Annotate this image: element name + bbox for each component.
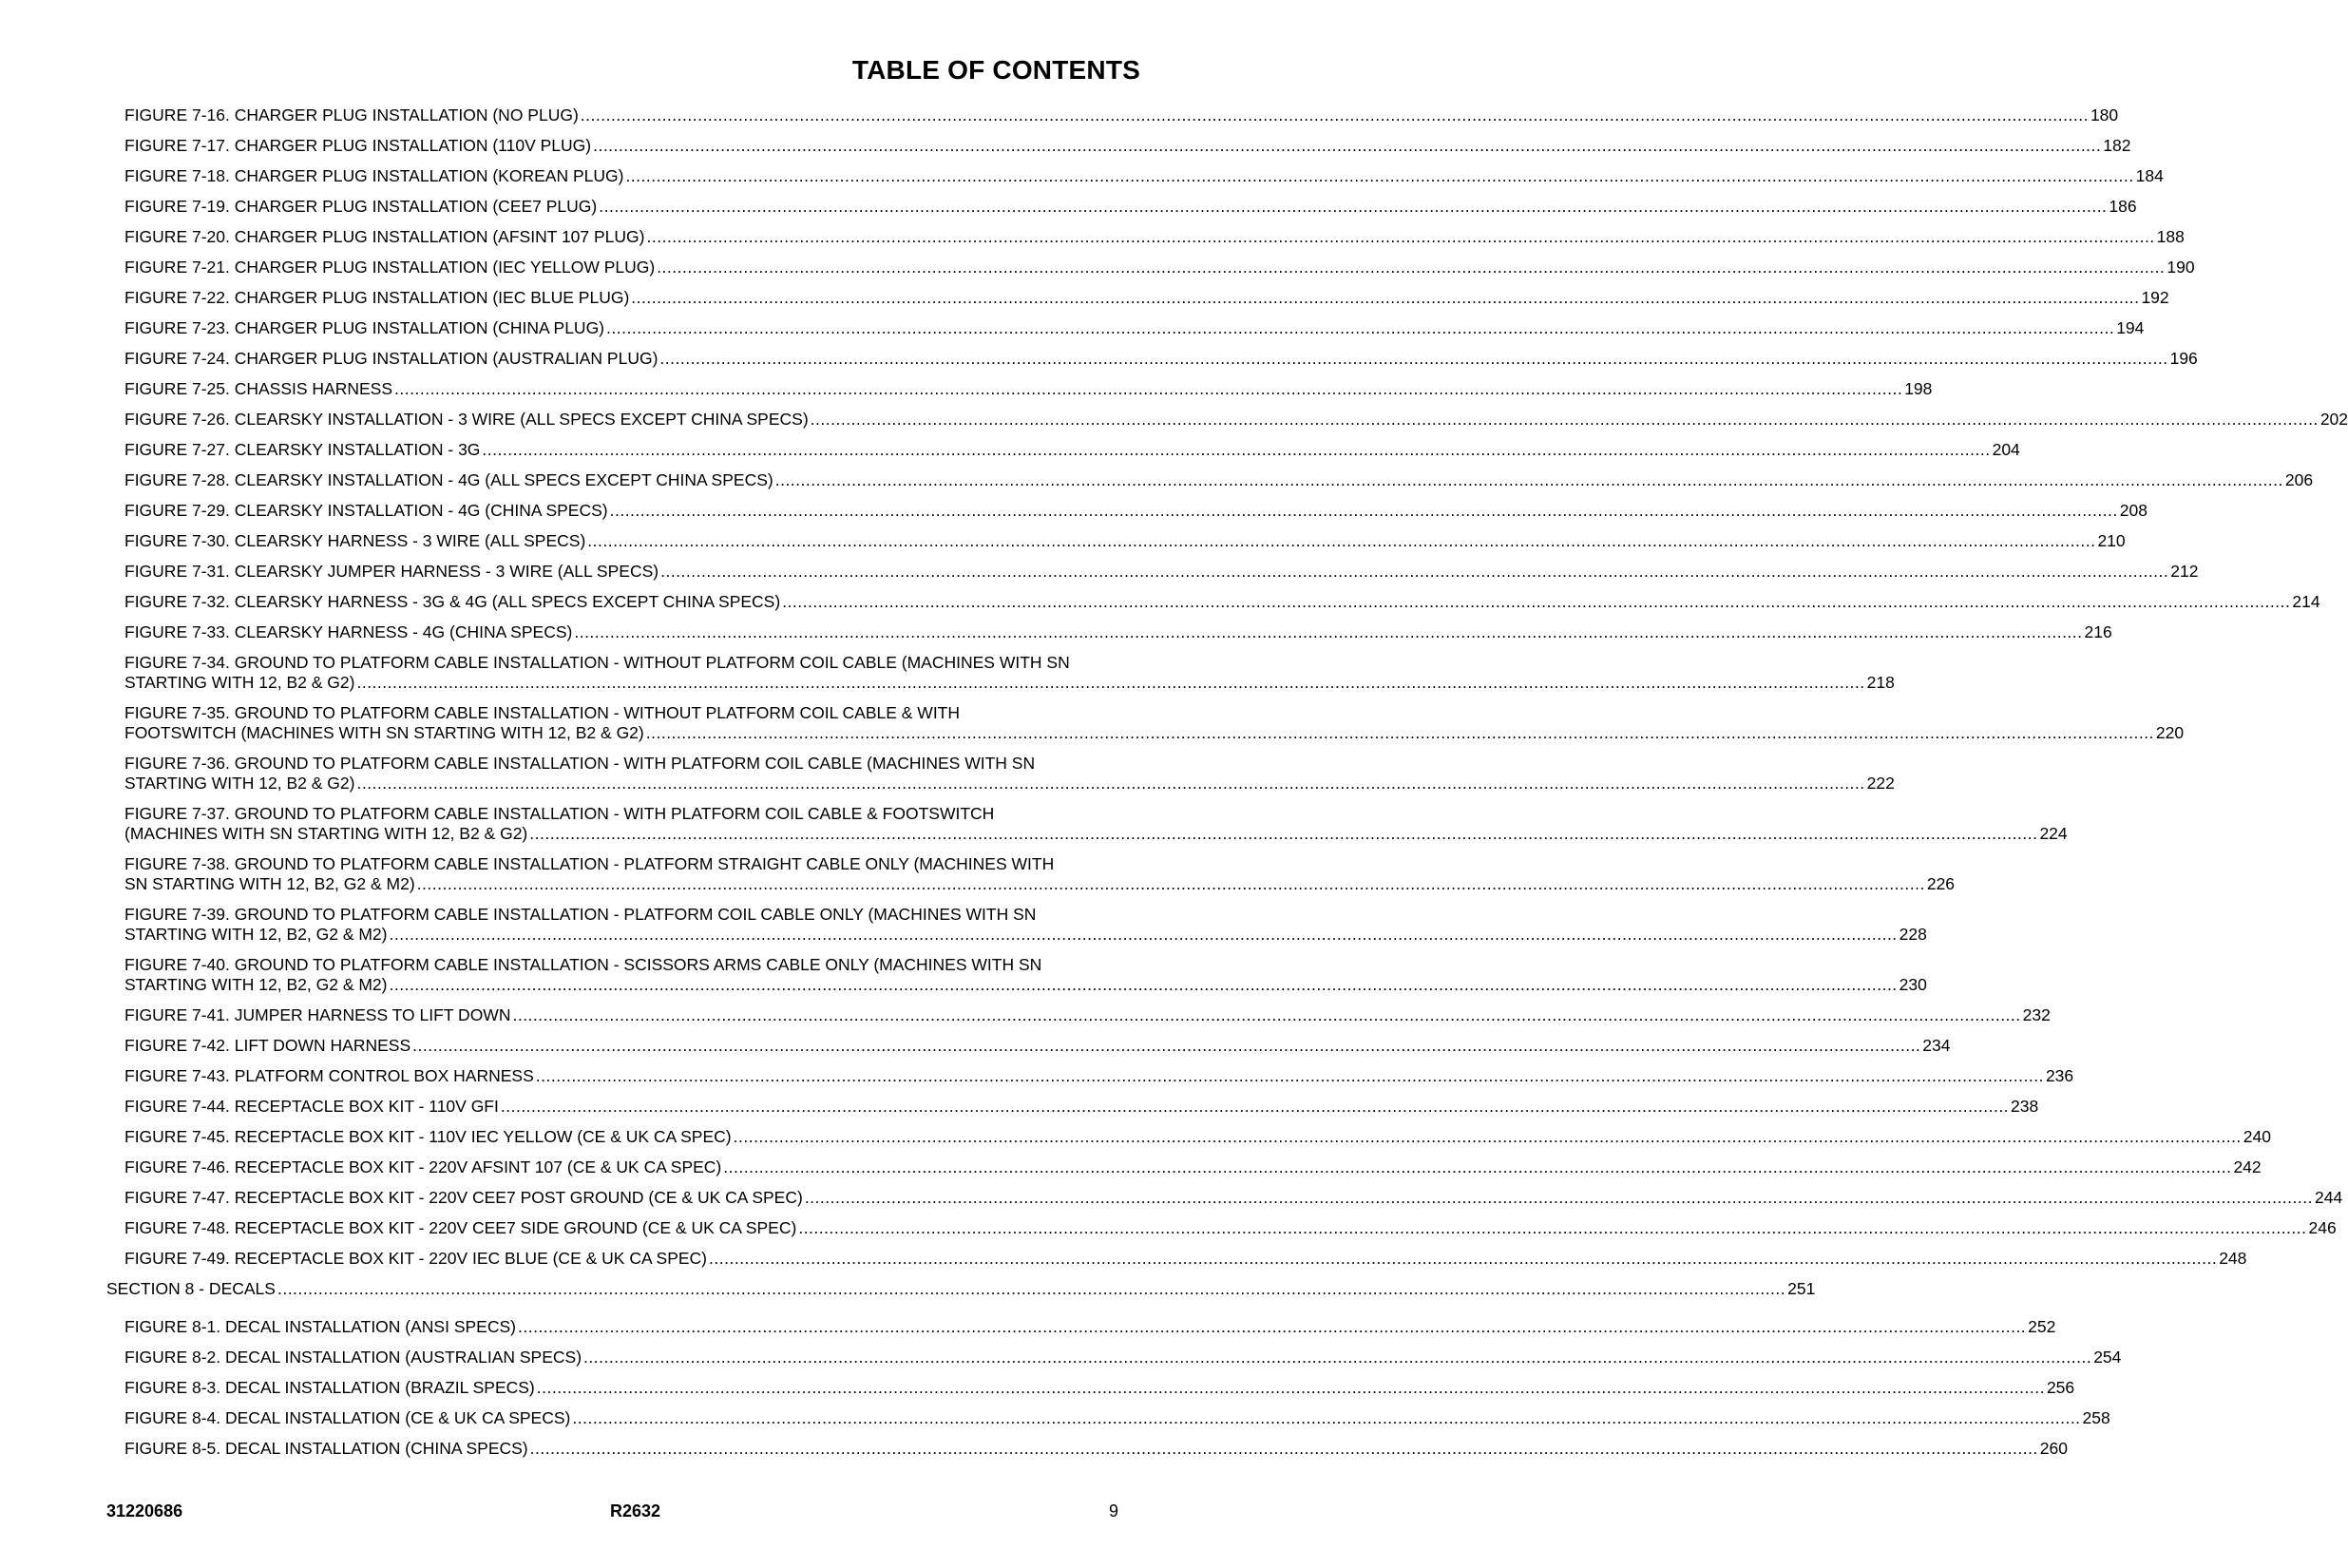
toc-entry-label: FIGURE 7-27. CLEARSKY INSTALLATION - 3G [124,440,481,459]
toc-entry-label: FIGURE 7-19. CHARGER PLUG INSTALLATION (CEE7 PLUG) [124,197,598,216]
toc-entry-label: FIGURE 7-33. CLEARSKY HARNESS - 4G (CHINA SPECS) [124,622,573,641]
toc-entry-page-number: 260 [2039,1439,2068,1458]
toc-entry-label: FIGURE 7-26. CLEARSKY INSTALLATION - 3 WIRE (ALL SPECS EXCEPT CHINA SPECS) [124,410,809,429]
toc-figure-entry[interactable] [106,1127,2271,1147]
dot-leader [536,1066,2044,1086]
toc-entry-page-number: 198 [1904,379,1933,398]
toc-entry-row [124,105,2119,125]
toc-entry-label: FIGURE 7-23. CHARGER PLUG INSTALLATION (CHINA PLUG) [124,318,605,337]
toc-entry-row [124,874,1956,894]
page-title: TABLE OF CONTENTS [851,55,1140,85]
toc-entry-row [124,440,2020,460]
dot-leader [574,622,2082,642]
toc-entry-row [124,1439,2068,1459]
toc-entry-label: FOOTSWITCH (MACHINES WITH SN STARTING WITH 12, B2 & G2) [124,723,644,742]
toc-entry-label: FIGURE 7-44. RECEPTACLE BOX KIT - 110V GFI [124,1097,499,1116]
toc-figure-entry[interactable] [106,622,2112,642]
toc-entry-label: FIGURE 7-30. CLEARSKY HARNESS - 3 WIRE (ALL SPECS) [124,531,586,550]
toc-entry-label: FIGURE 7-42. LIFT DOWN HARNESS [124,1036,411,1055]
toc-figure-entry[interactable] [106,1317,2056,1337]
dot-leader [659,349,2167,369]
toc-entry-page-number: 224 [2039,824,2068,843]
toc-entry-label: FIGURE 8-2. DECAL INSTALLATION (AUSTRALIAN SPECS) [124,1348,582,1367]
toc-entry-row [124,925,1927,945]
toc-entry-page-number: 244 [2314,1188,2343,1207]
toc-entry-row [124,673,1895,693]
toc-figure-entry[interactable] [106,1378,2075,1398]
dot-leader [512,1005,2020,1025]
toc-figure-entry[interactable] [106,1036,1951,1056]
toc-entry-row [124,1066,2074,1086]
toc-figure-entry[interactable] [106,1066,2074,1086]
toc-entry-row [124,197,2137,217]
footer-revision: R2632 [610,1501,661,1520]
toc-entry-page-number: 256 [2046,1378,2075,1397]
toc-entry-row [124,1348,2122,1367]
toc-entry-label: STARTING WITH 12, B2, G2 & M2) [124,975,388,994]
toc-entry-label: FIGURE 7-20. CHARGER PLUG INSTALLATION (AFSINT 107 PLUG) [124,227,645,246]
toc-entry-page-number: 222 [1866,774,1895,793]
toc-entry-row [124,1005,2051,1025]
toc-figure-entry[interactable] [106,105,2119,125]
dot-leader [501,1097,2009,1117]
dot-leader [572,1408,2080,1428]
toc-entry-page-number: 252 [2028,1317,2056,1336]
toc-figure-entry[interactable] [106,379,1933,399]
toc-entry-row [124,1157,2262,1177]
toc-entry-row [124,1408,2110,1428]
toc-entry-row [124,1036,1951,1056]
toc-entry-label: FIGURE 7-45. RECEPTACLE BOX KIT - 110V IEC YELLOW (CE & UK CA SPEC) [124,1127,732,1146]
toc-entry-page-number: 192 [2141,288,2169,307]
toc-entry-label: FIGURE 8-4. DECAL INSTALLATION (CE & UK CA SPECS) [124,1408,571,1427]
dot-leader [734,1127,2242,1147]
toc-entry-row [124,1127,2271,1147]
dot-leader [606,318,2114,338]
dot-leader [723,1157,2231,1177]
toc-figure-entry[interactable] [106,804,2068,844]
toc-figure-entry[interactable] [106,166,2164,186]
toc-entry-row [124,318,2145,338]
toc-entry-page-number: 204 [1992,440,2020,459]
dot-leader [811,410,2319,430]
toc-entry-page-number: 226 [1926,874,1956,893]
toc-figure-entry[interactable] [106,258,2195,277]
toc-entry-row [124,410,2348,430]
toc-entry-label: STARTING WITH 12, B2 & G2) [124,673,355,692]
dot-leader [599,197,2107,217]
toc-entry-label: FIGURE 7-21. CHARGER PLUG INSTALLATION (IEC YELLOW PLUG) [124,258,656,277]
toc-figure-entry[interactable] [106,703,2185,743]
toc-figure-entry[interactable] [106,905,1927,945]
toc-entry-row [124,258,2195,277]
dot-leader [529,824,2037,844]
toc-figure-entry[interactable] [106,440,2020,460]
toc-entry-label: FIGURE 7-24. CHARGER PLUG INSTALLATION (AUSTRALIAN PLUG) [124,349,659,368]
toc-figure-entry[interactable] [106,227,2185,247]
toc-entry-row [124,1249,2247,1269]
toc-figure-entry[interactable] [106,562,2199,582]
dot-leader [775,470,2283,490]
dot-leader [587,531,2095,551]
toc-figure-entry[interactable] [106,1249,2247,1269]
toc-entry-label: FIGURE 7-17. CHARGER PLUG INSTALLATION (110V PLUG) [124,136,592,155]
toc-entry-page-number: 228 [1899,925,1927,944]
dot-leader [631,288,2139,308]
toc-entry-row [124,723,2185,743]
toc-figure-entry[interactable] [106,854,1956,894]
toc-entry-row [124,470,2314,490]
toc-entry-page-number: 206 [2284,470,2314,489]
toc-entry-page-number: 251 [1787,1279,1816,1298]
dot-leader [709,1249,2217,1269]
toc-entry-title-line: FIGURE 7-36. GROUND TO PLATFORM CABLE INSTALLATION - WITH PLATFORM COIL CABLE (MACHINES WITH SN [124,754,1036,773]
toc-entry-row [124,227,2185,247]
toc-entry-row [124,166,2164,186]
dot-leader [646,723,2154,743]
dot-leader [660,562,2168,582]
toc-entry-page-number: 232 [2022,1005,2051,1024]
footer-page-number: 9 [1108,1501,1118,1520]
table-of-contents [106,105,2348,1469]
toc-entry-row [124,622,2112,642]
dot-leader [277,1279,1785,1299]
toc-entry-label: FIGURE 8-3. DECAL INSTALLATION (BRAZIL SPECS) [124,1378,535,1397]
dot-leader [356,774,1864,794]
toc-entry-page-number: 242 [2233,1157,2262,1176]
toc-entry-label: STARTING WITH 12, B2, G2 & M2) [124,925,388,944]
toc-entry-page-number: 214 [2292,592,2320,611]
toc-entry-page-number: 186 [2109,197,2137,216]
toc-figure-entry[interactable] [106,1439,2068,1459]
toc-entry-label: FIGURE 7-29. CLEARSKY INSTALLATION - 4G (CHINA SPECS) [124,501,608,520]
toc-entry-label: FIGURE 7-18. CHARGER PLUG INSTALLATION (KOREAN PLUG) [124,166,624,185]
toc-entry-label: SN STARTING WITH 12, B2, G2 & M2) [124,874,415,893]
toc-entry-page-number: 210 [2097,531,2126,550]
toc-figure-entry[interactable] [106,653,1895,693]
toc-entry-label: SECTION 8 - DECALS [106,1279,276,1298]
toc-entry-row [124,975,1927,995]
toc-entry-page-number: 216 [2084,622,2112,641]
toc-entry-row [124,501,2148,521]
dot-leader [412,1036,1920,1056]
toc-entry-label: FIGURE 7-31. CLEARSKY JUMPER HARNESS - 3 WIRE (ALL SPECS) [124,562,659,581]
dot-leader [530,1439,2038,1459]
toc-entry-row [124,774,1895,794]
dot-leader [581,105,2089,125]
toc-entry-label: FIGURE 7-22. CHARGER PLUG INSTALLATION (IEC BLUE PLUG) [124,288,630,307]
toc-figure-entry[interactable] [106,531,2126,551]
toc-entry-label: FIGURE 7-41. JUMPER HARNESS TO LIFT DOWN [124,1005,511,1024]
toc-entry-label: STARTING WITH 12, B2 & G2) [124,774,355,793]
toc-entry-label: FIGURE 7-49. RECEPTACLE BOX KIT - 220V IEC BLUE (CE & UK CA SPEC) [124,1249,708,1268]
toc-entry-page-number: 182 [2103,136,2131,155]
toc-entry-page-number: 196 [2169,349,2198,368]
toc-entry-page-number: 190 [2167,258,2195,277]
toc-figure-entry[interactable] [106,501,2148,521]
toc-entry-label: FIGURE 7-43. PLATFORM CONTROL BOX HARNESS [124,1066,534,1085]
toc-entry-label: FIGURE 7-28. CLEARSKY INSTALLATION - 4G (ALL SPECS EXCEPT CHINA SPECS) [124,470,773,489]
toc-entry-page-number: 202 [2319,410,2348,429]
toc-entry-row [124,1097,2039,1117]
dot-leader [782,592,2290,612]
toc-figure-entry[interactable] [106,410,2348,430]
dot-leader [537,1378,2045,1398]
toc-entry-page-number: 246 [2308,1218,2337,1237]
toc-entry-row [124,1378,2075,1398]
toc-entry-row [124,379,1933,399]
toc-entry-page-number: 212 [2170,562,2199,581]
toc-entry-page-number: 184 [2135,166,2164,185]
toc-entry-page-number: 180 [2090,105,2119,124]
dot-leader [417,874,1925,894]
toc-entry-page-number: 254 [2093,1348,2122,1367]
dot-leader [583,1348,2091,1367]
dot-leader [805,1188,2313,1208]
toc-entry-page-number: 240 [2243,1127,2271,1146]
toc-figure-entry[interactable] [106,136,2131,156]
toc-figure-entry[interactable] [106,1157,2262,1177]
footer-doc-number: 31220686 [106,1501,183,1520]
toc-figure-entry[interactable] [106,288,2169,308]
toc-entry-page-number: 218 [1866,673,1895,692]
toc-entry-page-number: 230 [1899,975,1927,994]
toc-entry-page-number: 236 [2045,1066,2074,1085]
toc-entry-label: (MACHINES WITH SN STARTING WITH 12, B2 & G2) [124,824,528,843]
toc-section-entry[interactable] [106,1279,1816,1299]
dot-leader [610,501,2118,521]
toc-entry-row [124,136,2131,156]
toc-entry-page-number: 220 [2155,723,2185,742]
toc-entry-row [124,824,2068,844]
toc-entry-page-number: 208 [2119,501,2148,520]
toc-entry-label: FIGURE 7-47. RECEPTACLE BOX KIT - 220V CEE7 POST GROUND (CE & UK CA SPEC) [124,1188,803,1207]
dot-leader [394,379,1902,399]
dot-leader [798,1218,2306,1238]
toc-figure-entry[interactable] [106,1097,2039,1117]
toc-entry-page-number: 194 [2116,318,2145,337]
toc-entry-page-number: 188 [2156,227,2185,246]
dot-leader [518,1317,2026,1337]
toc-entry-label: FIGURE 8-5. DECAL INSTALLATION (CHINA SPECS) [124,1439,528,1458]
toc-entry-row [124,1218,2337,1238]
toc-entry-label: FIGURE 8-1. DECAL INSTALLATION (ANSI SPECS) [124,1317,516,1336]
toc-figure-entry[interactable] [106,1348,2122,1367]
toc-entry-row [124,349,2198,369]
toc-entry-label: FIGURE 7-48. RECEPTACLE BOX KIT - 220V CEE7 SIDE GROUND (CE & UK CA SPEC) [124,1218,797,1237]
dot-leader [390,925,1898,945]
toc-entry-title-line: FIGURE 7-35. GROUND TO PLATFORM CABLE INSTALLATION - WITHOUT PLATFORM COIL CABLE & WITH [124,703,961,722]
toc-figure-entry[interactable] [106,349,2198,369]
toc-figure-entry[interactable] [106,592,2320,612]
toc-entry-label: FIGURE 7-25. CHASSIS HARNESS [124,379,393,398]
toc-figure-entry[interactable] [106,197,2137,217]
toc-entry-title-line: FIGURE 7-40. GROUND TO PLATFORM CABLE INSTALLATION - SCISSORS ARMS CABLE ONLY (MACHINES WITH SN [124,955,1042,974]
dot-leader [657,258,2165,277]
dot-leader [482,440,1990,460]
dot-leader [356,673,1864,693]
dot-leader [625,166,2133,186]
toc-entry-title-line: FIGURE 7-37. GROUND TO PLATFORM CABLE INSTALLATION - WITH PLATFORM COIL CABLE & FOOTSWITCH [124,804,995,823]
toc-entry-row [106,1279,1816,1299]
toc-entry-page-number: 258 [2082,1408,2110,1427]
toc-figure-entry[interactable] [106,754,1895,794]
toc-figure-entry[interactable] [106,1218,2337,1238]
toc-entry-row [124,562,2199,582]
toc-entry-row [124,1188,2343,1208]
toc-entry-title-line: FIGURE 7-39. GROUND TO PLATFORM CABLE INSTALLATION - PLATFORM COIL CABLE ONLY (MACHINES WITH SN [124,905,1037,924]
toc-entry-page-number: 234 [1922,1036,1951,1055]
toc-figure-entry[interactable] [106,1188,2343,1208]
dot-leader [390,975,1898,995]
toc-entry-label: FIGURE 7-16. CHARGER PLUG INSTALLATION (NO PLUG) [124,105,579,124]
toc-entry-row [124,1317,2056,1337]
toc-entry-row [124,531,2126,551]
toc-figure-entry[interactable] [106,955,1927,995]
toc-figure-entry[interactable] [106,1005,2051,1025]
toc-entry-label: FIGURE 7-32. CLEARSKY HARNESS - 3G & 4G (ALL SPECS EXCEPT CHINA SPECS) [124,592,781,611]
toc-figure-entry[interactable] [106,470,2314,490]
toc-figure-entry[interactable] [106,318,2145,338]
dot-leader [647,227,2155,247]
toc-entry-page-number: 238 [2011,1097,2039,1116]
toc-entry-row [124,592,2320,612]
dot-leader [593,136,2101,156]
toc-entry-row [124,288,2169,308]
toc-entry-label: FIGURE 7-46. RECEPTACLE BOX KIT - 220V AFSINT 107 (CE & UK CA SPEC) [124,1157,722,1176]
toc-entry-title-line: FIGURE 7-38. GROUND TO PLATFORM CABLE INSTALLATION - PLATFORM STRAIGHT CABLE ONLY (MACHINES WITH [124,854,1055,873]
toc-entry-title-line: FIGURE 7-34. GROUND TO PLATFORM CABLE INSTALLATION - WITHOUT PLATFORM COIL CABLE (MACHINES WITH SN [124,653,1070,672]
toc-figure-entry[interactable] [106,1408,2110,1428]
toc-entry-page-number: 248 [2219,1249,2247,1268]
